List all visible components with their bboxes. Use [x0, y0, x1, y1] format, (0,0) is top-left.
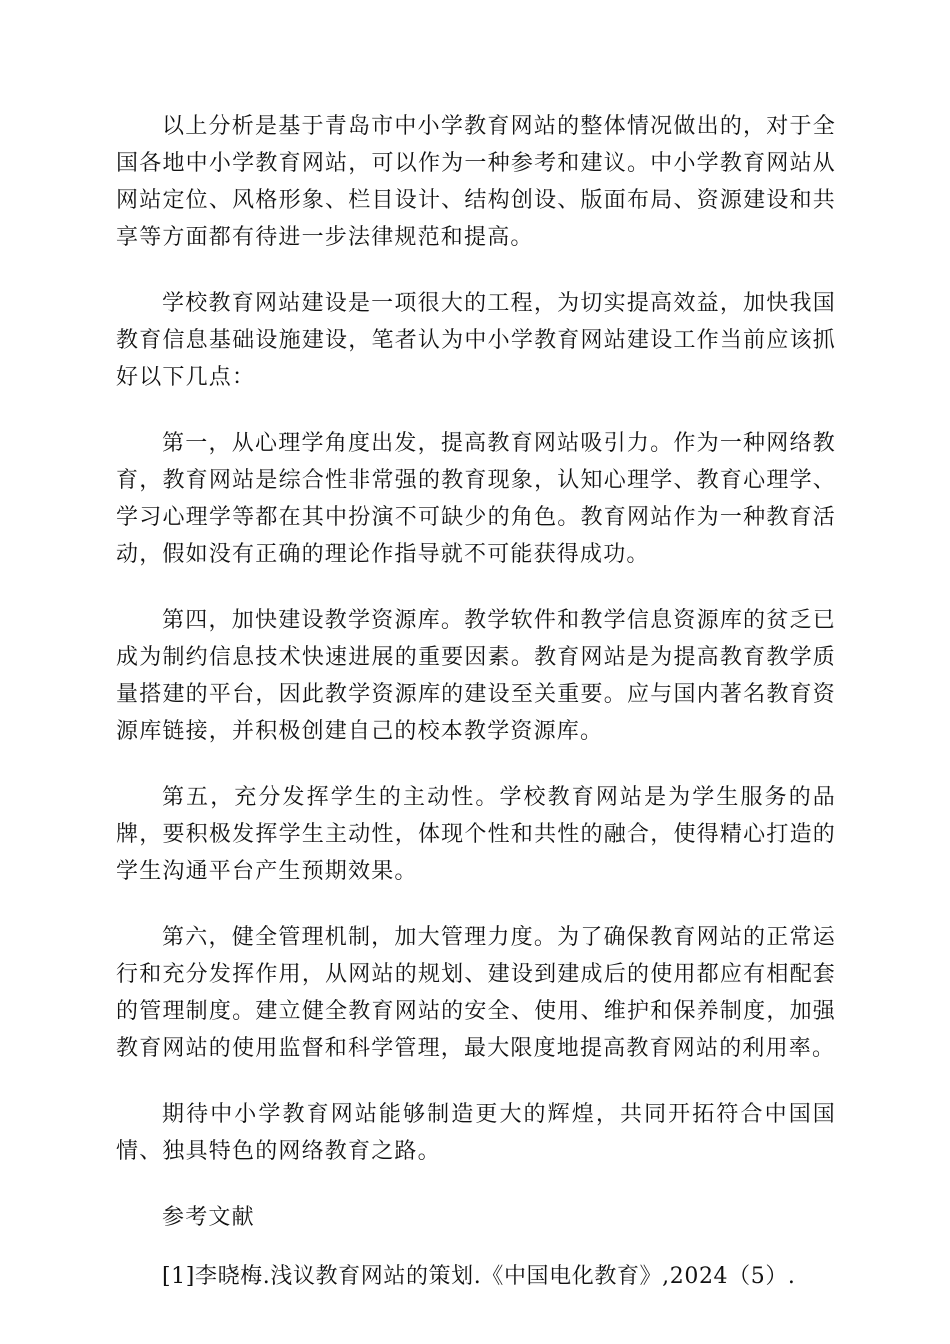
references-heading: 参考文献 [162, 1205, 255, 1230]
paragraph-conclusion: 期待中小学教育网站能够制造更大的辉煌，共同开拓符合中国国情、独具特色的网络教育之路。 [116, 1102, 836, 1164]
paragraph-point-five: 第五，充分发挥学生的主动性。学校教育网站是为学生服务的品牌，要积极发挥学生主动性，体现个性和共性的融合，使得精心打造的学生沟通平台产生预期效果。 [116, 785, 836, 884]
paragraph-analysis-summary: 以上分析是基于青岛市中小学教育网站的整体情况做出的，对于全国各地中小学教育网站，可以作为一种参考和建议。中小学教育网站从网站定位、风格形象、栏目设计、结构创设、版面布局、资源建设和共享等方面都有待进一步法律规范和提高。 [116, 114, 836, 250]
paragraph-point-one: 第一，从心理学角度出发，提高教育网站吸引力。作为一种网络教育，教育网站是综合性非常强的教育现象，认知心理学、教育心理学、学习心理学等都在其中扮演不可缺少的角色。教育网站作为一种教育活动，假如没有正确的理论作指导就不可能获得成功。 [116, 431, 836, 567]
paragraph-point-four: 第四，加快建设教学资源库。教学软件和教学信息资源库的贫乏已成为制约信息技术快速进展的重要因素。教育网站是为提高教育教学质量搭建的平台，因此教学资源库的建设至关重要。应与国内著名教育资源库链接，并积极创建自己的校本教学资源库。 [116, 608, 836, 744]
document-body [116, 108, 836, 1295]
paragraph-construction-intro: 学校教育网站建设是一项很大的工程，为切实提高效益，加快我国教育信息基础设施建设，笔者认为中小学教育网站建设工作当前应该抓好以下几点： [116, 291, 836, 390]
reference-item: [1]李晓梅.浅议教育网站的策划.《中国电化教育》,2024（5）. [162, 1264, 796, 1289]
paragraph-point-six: 第六，健全管理机制，加大管理力度。为了确保教育网站的正常运行和充分发挥作用，从网站的规划、建设到建成后的使用都应有相配套的管理制度。建立健全教育网站的安全、使用、维护和保养制度，加强教育网站的使用监督和科学管理，最大限度地提高教育网站的利用率。 [116, 925, 836, 1061]
